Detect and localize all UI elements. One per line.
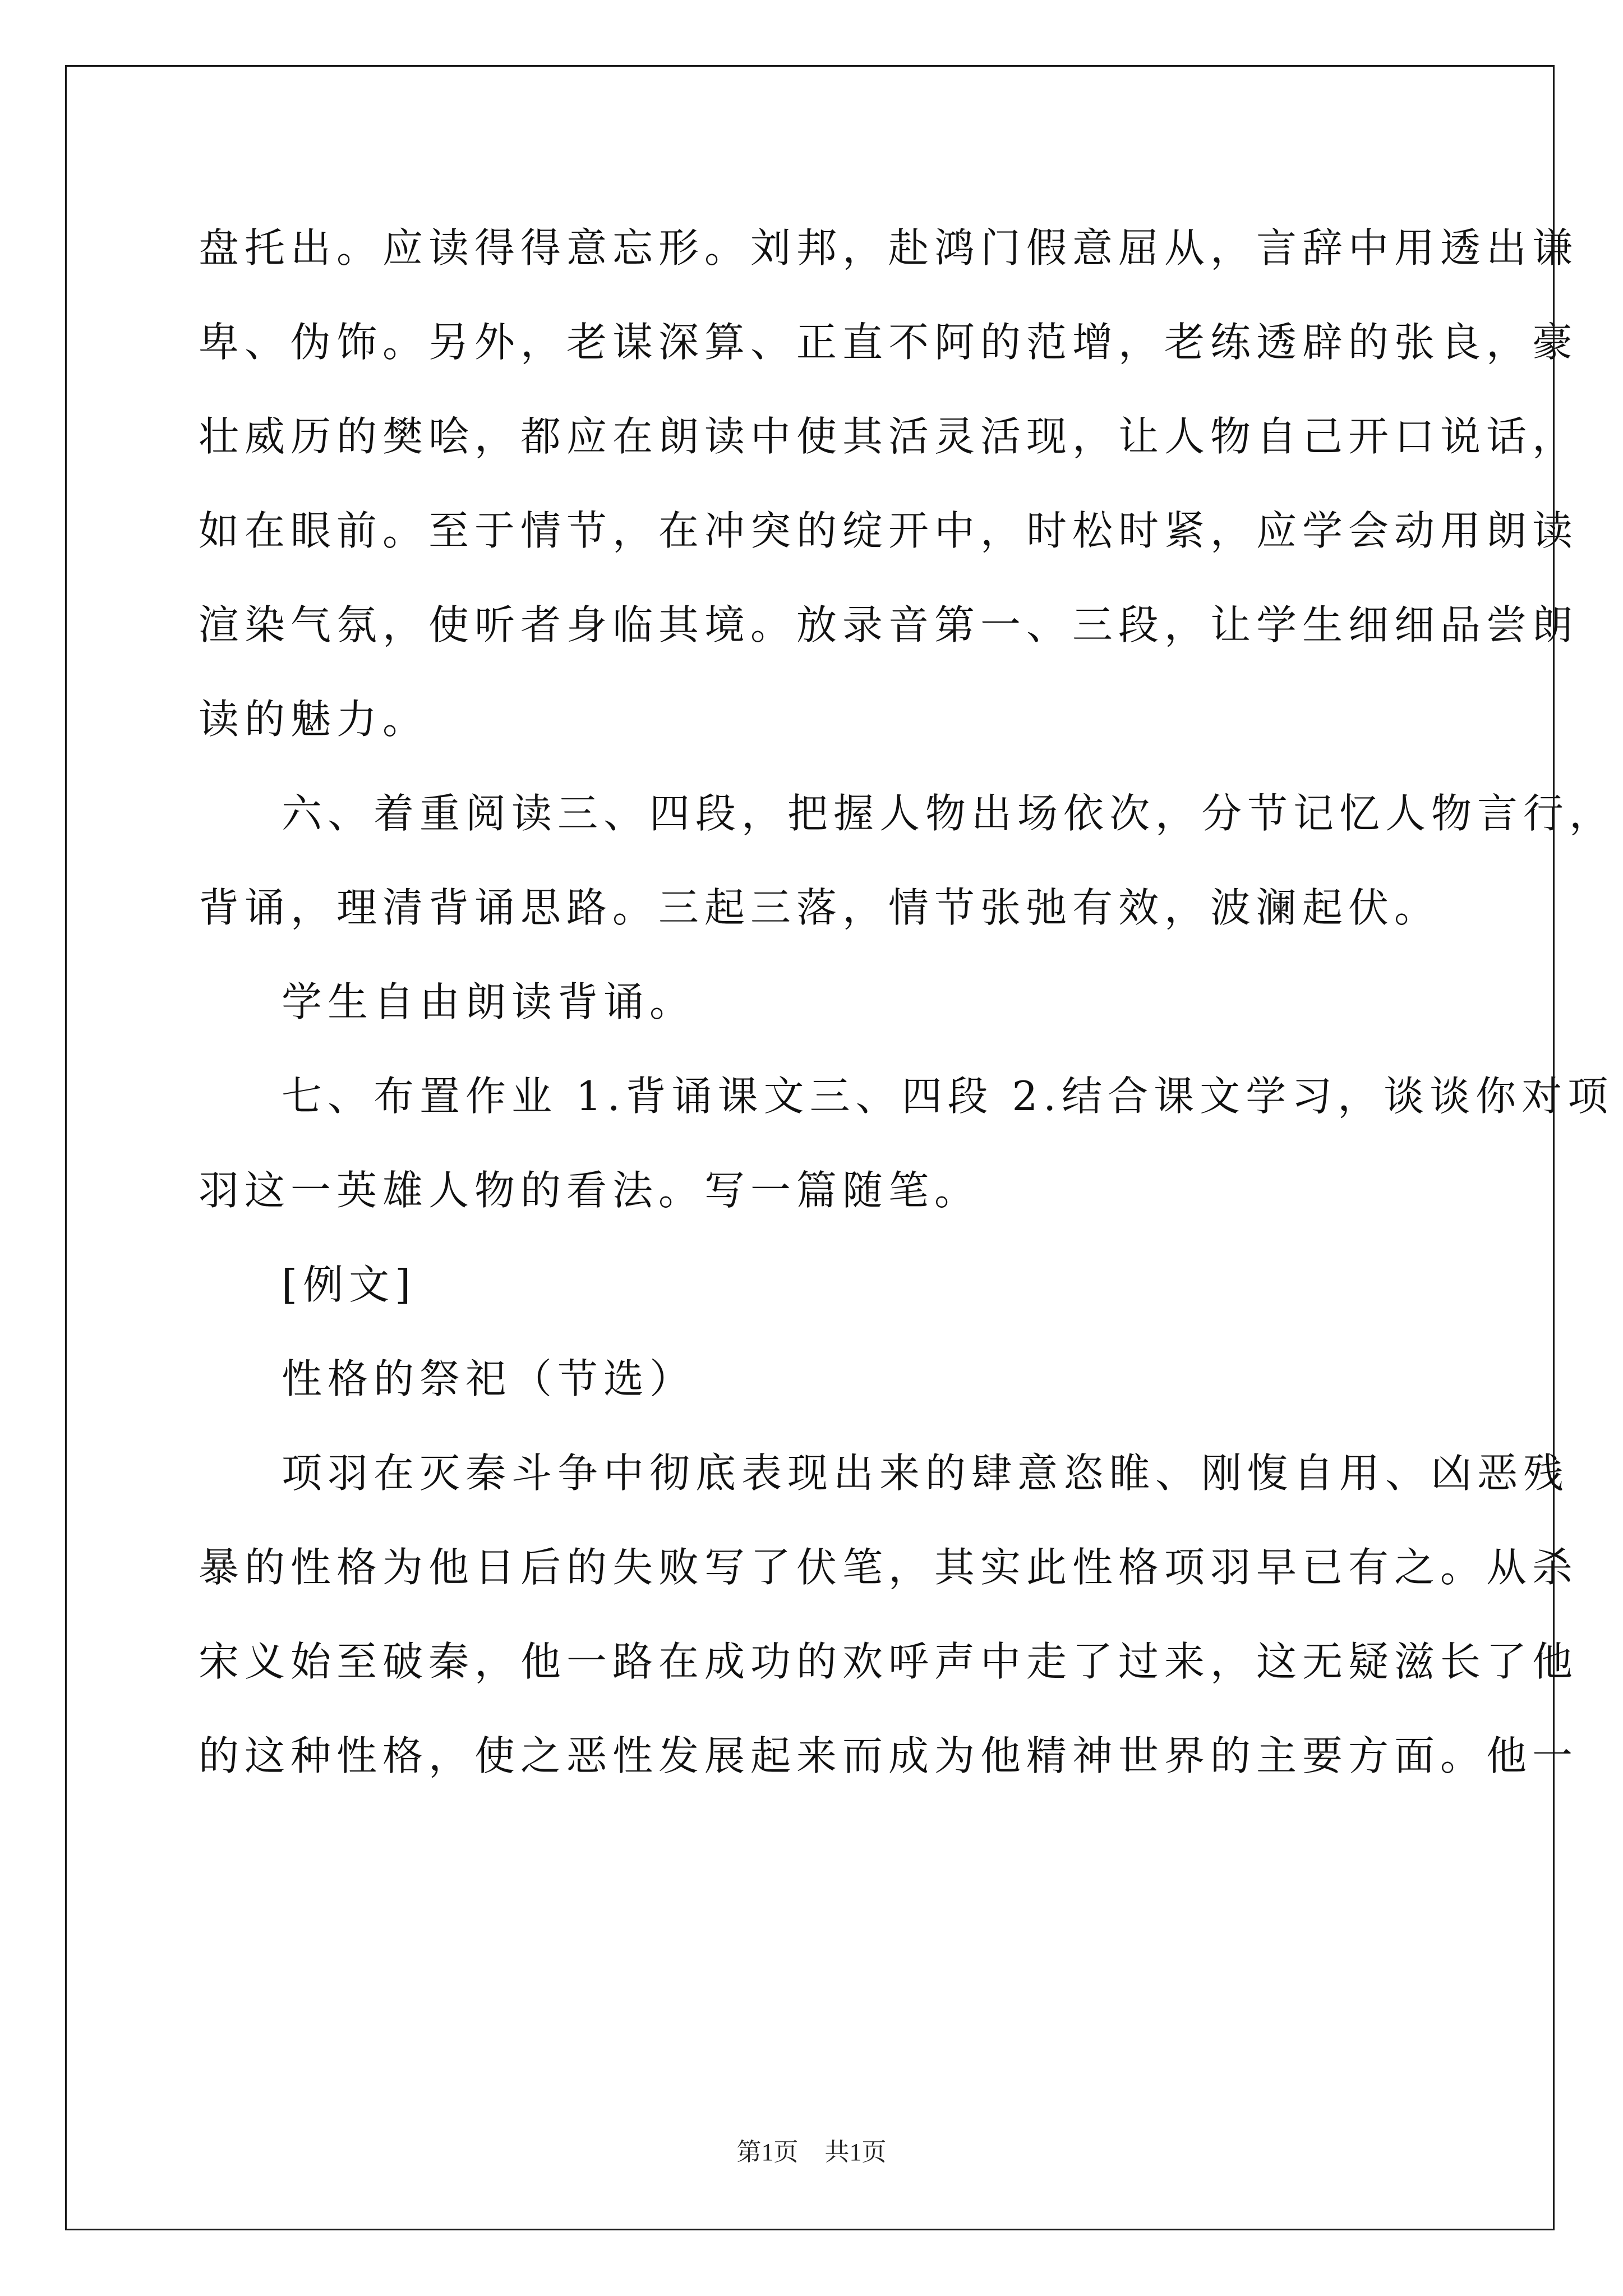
page-number: 第1页: [736, 2138, 799, 2166]
text-line: 渲染气氛，使听者身临其境。放录音第一、三段，让学生细细品尝朗: [199, 601, 1579, 648]
text-line: 读的魅力。: [199, 696, 429, 743]
text-line: 暴的性格为他日后的失败写了伏笔，其实此性格项羽早已有之。从杀: [199, 1544, 1579, 1591]
text-line: 宋义始至破秦，他一路在成功的欢呼声中走了过来，这无疑滋长了他: [199, 1638, 1579, 1685]
example-label: [例文]: [282, 1261, 417, 1308]
paragraph-line: 项羽在灭秦斗争中彻底表现出来的肆意恣睢、刚愎自用、凶恶残: [282, 1450, 1570, 1497]
text-line: 卑、伪饰。另外，老谋深算、正直不阿的范增，老练透辟的张良，豪: [199, 319, 1579, 366]
page-total: 共1页: [824, 2138, 887, 2166]
text-line: 如在眼前。至于情节，在冲突的绽开中，时松时紧，应学会动用朗读: [199, 507, 1579, 554]
text-line: 壮威历的樊哙，都应在朗读中使其活灵活现，让人物自己开口说话，: [199, 413, 1579, 460]
essay-title: 性格的祭祀（节选）: [282, 1355, 696, 1402]
text-line: 的这种性格，使之恶性发展起来而成为他精神世界的主要方面。他一: [199, 1732, 1579, 1779]
page-border: [65, 65, 1555, 2230]
text-line: 羽这一英雄人物的看法。写一篇随笔。: [199, 1167, 981, 1214]
paragraph-six-line: 六、着重阅读三、四段，把握人物出场依次，分节记忆人物言行，: [282, 790, 1616, 837]
page-footer: [0, 2132, 1623, 2168]
paragraph-line: 学生自由朗读背诵。: [282, 978, 696, 1025]
text-line: 盘托出。应读得得意忘形。刘邦，赴鸿门假意屈从，言辞中用透出谦: [199, 224, 1579, 272]
paragraph-seven-line: 七、布置作业 1.背诵课文三、四段 2.结合课文学习，谈谈你对项: [282, 1073, 1614, 1120]
text-line: 背诵，理清背诵思路。三起三落，情节张弛有效，波澜起伏。: [199, 884, 1441, 931]
